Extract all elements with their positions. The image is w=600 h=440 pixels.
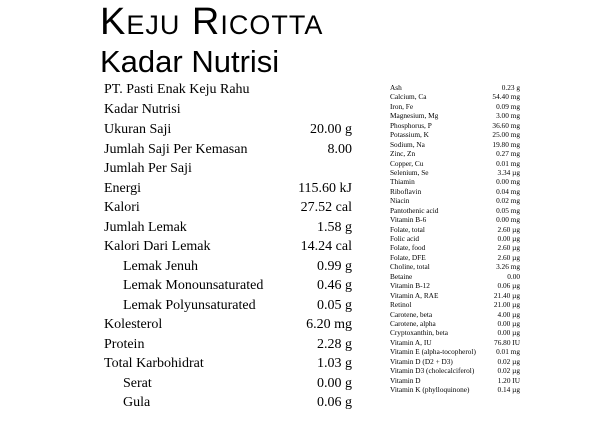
micronutrient-row-label: Folate, total xyxy=(390,224,425,234)
micronutrient-row xyxy=(390,102,520,111)
micronutrient-row-label: Vitamin K (phylloquinone) xyxy=(390,385,470,394)
micronutrient-row xyxy=(390,196,520,205)
nutrition-row-value: 0.00 g xyxy=(317,375,352,391)
micronutrient-row-label: Vitamin D xyxy=(390,375,421,385)
micronutrient-row-value: 0.00 xyxy=(507,271,520,281)
nutrition-row-value: 0.05 g xyxy=(317,297,352,313)
micronutrient-row-value: 0.01 mg xyxy=(496,347,520,357)
micronutrient-row xyxy=(390,159,520,168)
nutrition-row-value: 0.06 g xyxy=(317,395,352,410)
micronutrient-row-label: Vitamin A, IU xyxy=(390,337,432,347)
micronutrient-row-value: 76.80 IU xyxy=(494,337,520,347)
micronutrient-row-value: 2.60 µg xyxy=(497,224,520,234)
page-subtitle: Kadar Nutrisi xyxy=(100,44,280,79)
micronutrient-row xyxy=(390,168,520,177)
micronutrient-row xyxy=(390,149,520,158)
micronutrient-row xyxy=(390,111,520,120)
nutrition-row xyxy=(104,296,364,316)
nutrition-row-label: Kolesterol xyxy=(104,317,163,332)
micronutrient-row-value: 19.80 mg xyxy=(492,139,520,149)
micronutrient-row-label: Folate, DFE xyxy=(390,252,426,262)
micronutrient-row-value: 0.23 g xyxy=(501,83,520,92)
micronutrient-row xyxy=(390,253,520,262)
nutrition-row-label: Jumlah Saji Per Kemasan xyxy=(104,141,248,157)
micronutrient-row-label: Choline, total xyxy=(390,262,430,272)
nutrition-row-value: 14.24 cal xyxy=(300,239,352,254)
micronutrient-row-label: Iron, Fe xyxy=(390,101,414,111)
micronutrient-row-value: 0.02 µg xyxy=(497,366,520,376)
micronutrient-row-label: Phosphorus, P xyxy=(390,120,432,130)
micronutrient-row-value: 1.20 IU xyxy=(497,375,520,385)
nutrition-row-value: 0.99 g xyxy=(317,258,352,274)
micronutrient-row xyxy=(390,262,520,271)
nutrition-row-label: Jumlah Per Saji xyxy=(104,161,192,176)
nutrition-row xyxy=(104,257,364,277)
nutrition-row-value: 1.03 g xyxy=(317,356,352,371)
micronutrient-row xyxy=(390,206,520,215)
micronutrient-row-label: Vitamin D3 (cholecalciferol) xyxy=(390,366,475,376)
section-label: Kadar Nutrisi xyxy=(104,102,181,117)
micronutrient-row-label: Pantothenic acid xyxy=(390,205,439,215)
micronutrient-row-label: Folate, food xyxy=(390,243,426,253)
micronutrient-row-value: 54.40 mg xyxy=(492,92,520,102)
micronutrient-row xyxy=(390,385,520,394)
micronutrient-row-value: 0.00 µg xyxy=(497,328,520,338)
nutrition-row xyxy=(104,393,364,413)
micronutrient-row-value: 36.60 mg xyxy=(492,120,520,130)
micronutrient-row-label: Vitamin B-12 xyxy=(390,281,430,291)
nutrition-row-label: Lemak Monounsaturated xyxy=(123,278,264,293)
micronutrient-row-value: 0.05 mg xyxy=(496,205,520,215)
nutrition-row xyxy=(104,315,364,335)
micronutrient-row-value: 0.01 mg xyxy=(496,158,520,168)
nutrition-row-value: 6.20 mg xyxy=(306,317,352,332)
nutrition-row xyxy=(104,218,364,238)
micronutrient-row xyxy=(390,121,520,130)
nutrition-row-label: Gula xyxy=(123,395,151,410)
nutrition-row-value: 27.52 cal xyxy=(300,200,352,215)
micronutrient-row xyxy=(390,357,520,366)
micronutrient-row-label: Riboflavin xyxy=(390,186,422,196)
micronutrient-row-label: Magnesium, Mg xyxy=(390,111,439,121)
nutrition-row-label: Lemak Jenuh xyxy=(123,258,199,274)
micronutrient-row-value: 0.00 mg xyxy=(496,177,520,187)
micronutrient-row xyxy=(390,300,520,309)
micronutrient-row-value: 3.34 µg xyxy=(497,167,520,177)
micronutrient-row-label: Carotene, alpha xyxy=(390,318,436,328)
micronutrient-row-value: 4.00 µg xyxy=(497,309,520,319)
nutrition-row xyxy=(104,276,364,296)
micronutrient-row-label: Vitamin B-6 xyxy=(390,215,427,225)
micronutrient-row-label: Niacin xyxy=(390,196,410,206)
micronutrient-row xyxy=(390,234,520,243)
nutrition-row-value: 115.60 kJ xyxy=(298,180,352,196)
micronutrient-row-label: Zinc, Zn xyxy=(390,149,416,159)
micronutrient-row xyxy=(390,225,520,234)
nutrition-row xyxy=(104,179,364,199)
micronutrient-row xyxy=(390,177,520,186)
nutrition-row xyxy=(104,140,364,160)
micronutrient-row-value: 21.00 µg xyxy=(493,300,520,310)
micronutrient-row-label: Calcium, Ca xyxy=(390,92,427,102)
micronutrient-row-value: 2.60 µg xyxy=(497,243,520,253)
nutrition-row-label: Serat xyxy=(123,375,152,391)
nutrition-row-label: Kalori xyxy=(104,200,140,215)
micronutrient-row-label: Carotene, beta xyxy=(390,309,433,319)
nutrition-row-label: Kalori Dari Lemak xyxy=(104,239,211,254)
nutrition-row xyxy=(104,198,364,218)
micronutrient-row xyxy=(390,130,520,139)
micronutrient-row-value: 25.00 mg xyxy=(492,130,520,140)
micronutrient-row xyxy=(390,338,520,347)
micronutrient-row-value: 2.60 µg xyxy=(497,252,520,262)
micronutrient-row-value: 0.00 µg xyxy=(497,234,520,243)
micronutrient-list xyxy=(390,83,520,394)
micronutrient-row-label: Selenium, Se xyxy=(390,167,429,177)
micronutrient-row xyxy=(390,376,520,385)
micronutrient-row-value: 21.40 µg xyxy=(493,290,520,300)
nutrition-row xyxy=(104,335,364,355)
nutrition-row-value: 1.58 g xyxy=(317,219,352,235)
nutrition-facts-list xyxy=(104,120,364,413)
micronutrient-row-label: Vitamin A, RAE xyxy=(390,290,439,300)
micronutrient-row-value: 0.02 µg xyxy=(497,356,520,366)
micronutrient-row-value: 3.00 mg xyxy=(496,111,520,121)
micronutrient-row-label: Thiamin xyxy=(390,177,415,187)
nutrition-row-value: 20.00 g xyxy=(310,122,352,137)
micronutrient-row-label: Vitamin E (alpha-tocopherol) xyxy=(390,347,476,357)
nutrition-row-label: Lemak Polyunsaturated xyxy=(123,297,256,313)
nutrition-row-label: Total Karbohidrat xyxy=(104,356,204,371)
micronutrient-row-label: Folic acid xyxy=(390,234,419,243)
micronutrient-row-label: Ash xyxy=(390,83,402,92)
nutrition-row xyxy=(104,237,364,257)
micronutrient-row-value: 0.02 mg xyxy=(496,196,520,206)
nutrition-row xyxy=(104,120,364,140)
micronutrient-row-label: Sodium, Na xyxy=(390,139,425,149)
product-title: Keju Ricotta xyxy=(100,1,324,43)
micronutrient-row xyxy=(390,319,520,328)
micronutrient-row xyxy=(390,140,520,149)
micronutrient-row-label: Copper, Cu xyxy=(390,158,424,168)
micronutrient-row-label: Vitamin D (D2 + D3) xyxy=(390,356,453,366)
micronutrient-row xyxy=(390,310,520,319)
micronutrient-row-label: Retinol xyxy=(390,300,412,310)
micronutrient-row-value: 0.14 µg xyxy=(497,385,520,394)
micronutrient-row-value: 0.27 mg xyxy=(496,149,520,159)
nutrition-row-label: Ukuran Saji xyxy=(104,122,172,137)
micronutrient-row-value: 0.04 mg xyxy=(496,186,520,196)
micronutrient-row xyxy=(390,347,520,356)
nutrition-row-value: 8.00 xyxy=(327,141,352,157)
micronutrient-row xyxy=(390,215,520,224)
micronutrient-row-value: 3.26 mg xyxy=(496,262,520,272)
micronutrient-row-label: Cryptoxanthin, beta xyxy=(390,328,448,338)
micronutrient-row-value: 0.00 mg xyxy=(496,215,520,225)
micronutrient-row xyxy=(390,291,520,300)
micronutrient-row xyxy=(390,83,520,92)
company-name: PT. Pasti Enak Keju Rahu xyxy=(104,82,250,97)
nutrition-row xyxy=(104,354,364,374)
micronutrient-row xyxy=(390,328,520,337)
micronutrient-row xyxy=(390,366,520,375)
nutrition-row-label: Protein xyxy=(104,336,145,352)
nutrition-row xyxy=(104,374,364,394)
micronutrient-row xyxy=(390,281,520,290)
micronutrient-row xyxy=(390,92,520,101)
micronutrient-row-label: Betaine xyxy=(390,271,413,281)
micronutrient-row-value: 0.09 mg xyxy=(496,101,520,111)
nutrition-row-value: 2.28 g xyxy=(317,336,352,352)
micronutrient-row-value: 0.00 µg xyxy=(497,318,520,328)
micronutrient-row xyxy=(390,187,520,196)
micronutrient-row-value: 0.06 µg xyxy=(497,281,520,291)
nutrition-row-value: 0.46 g xyxy=(317,278,352,293)
micronutrient-row-label: Potassium, K xyxy=(390,130,429,140)
nutrition-row-label: Energi xyxy=(104,180,142,196)
micronutrient-row xyxy=(390,272,520,281)
micronutrient-row xyxy=(390,243,520,252)
nutrition-row xyxy=(104,159,364,179)
nutrition-row-label: Jumlah Lemak xyxy=(104,219,187,235)
